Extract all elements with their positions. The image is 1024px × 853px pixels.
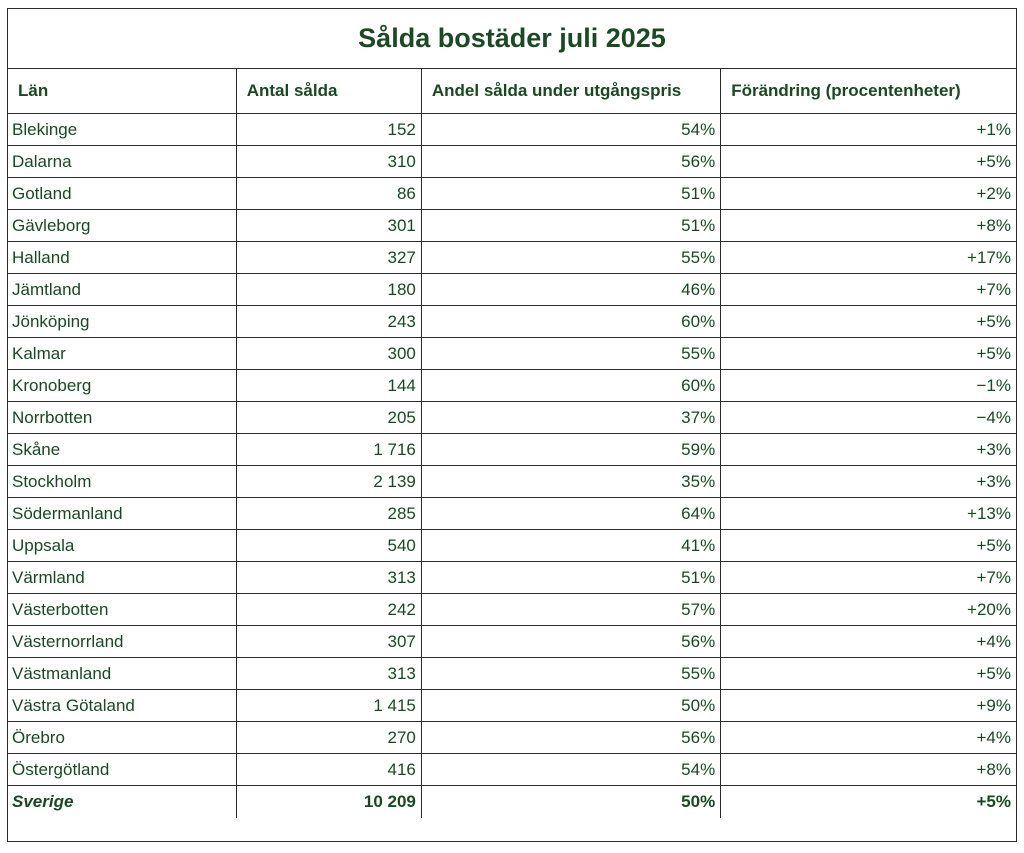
table-row: [8, 146, 1016, 178]
table-row: [8, 562, 1016, 594]
cell-lan: Dalarna: [8, 146, 236, 178]
cell-antal: 86: [236, 178, 421, 210]
cell-antal: 540: [236, 530, 421, 562]
cell-forandring: +4%: [721, 722, 1016, 754]
cell-antal: 285: [236, 498, 421, 530]
header-forandring: Förändring (procentenheter): [721, 69, 1016, 114]
cell-forandring: +4%: [721, 626, 1016, 658]
cell-forandring: +8%: [721, 754, 1016, 786]
cell-forandring: +20%: [721, 594, 1016, 626]
cell-andel: 51%: [421, 562, 720, 594]
cell-lan: Västmanland: [8, 658, 236, 690]
header-antal: Antal sålda: [236, 69, 421, 114]
table-row: [8, 274, 1016, 306]
header-row: [8, 69, 1016, 114]
cell-lan: Norrbotten: [8, 402, 236, 434]
table-row: [8, 466, 1016, 498]
table-row: [8, 658, 1016, 690]
cell-antal: 307: [236, 626, 421, 658]
cell-andel: 57%: [421, 594, 720, 626]
cell-lan: Skåne: [8, 434, 236, 466]
cell-lan: Västernorrland: [8, 626, 236, 658]
cell-forandring: +5%: [721, 530, 1016, 562]
cell-lan: Värmland: [8, 562, 236, 594]
cell-antal: 313: [236, 658, 421, 690]
cell-forandring: −1%: [721, 370, 1016, 402]
cell-lan: Gävleborg: [8, 210, 236, 242]
cell-andel: 41%: [421, 530, 720, 562]
cell-antal: 1 716: [236, 434, 421, 466]
cell-lan: Västerbotten: [8, 594, 236, 626]
cell-forandring: +5%: [721, 306, 1016, 338]
cell-andel: 56%: [421, 626, 720, 658]
cell-andel: 56%: [421, 146, 720, 178]
cell-andel: 54%: [421, 754, 720, 786]
cell-forandring: +7%: [721, 274, 1016, 306]
cell-lan: Stockholm: [8, 466, 236, 498]
cell-forandring: +5%: [721, 658, 1016, 690]
cell-andel: 37%: [421, 402, 720, 434]
cell-forandring: +3%: [721, 466, 1016, 498]
table-row: [8, 210, 1016, 242]
cell-andel: 55%: [421, 658, 720, 690]
table-row: [8, 626, 1016, 658]
header-andel: Andel sålda under utgångspris: [421, 69, 720, 114]
cell-antal: 144: [236, 370, 421, 402]
total-forandring: +5%: [976, 792, 1011, 812]
table-row: [8, 530, 1016, 562]
cell-andel: 55%: [421, 242, 720, 274]
cell-forandring: +9%: [721, 690, 1016, 722]
cell-antal: 327: [236, 242, 421, 274]
table-row: [8, 754, 1016, 786]
cell-lan: Västra Götaland: [8, 690, 236, 722]
cell-andel: 35%: [421, 466, 720, 498]
cell-lan: Kalmar: [8, 338, 236, 370]
table-row: [8, 402, 1016, 434]
cell-antal: 310: [236, 146, 421, 178]
cell-forandring: +8%: [721, 210, 1016, 242]
cell-forandring: +13%: [721, 498, 1016, 530]
cell-forandring: +1%: [721, 114, 1016, 146]
table-row: [8, 690, 1016, 722]
total-andel: 50%: [421, 786, 720, 818]
cell-andel: 51%: [421, 178, 720, 210]
cell-antal: 1 415: [236, 690, 421, 722]
sales-table: [8, 69, 1016, 818]
table-row: [8, 338, 1016, 370]
cell-antal: 2 139: [236, 466, 421, 498]
cell-andel: 56%: [421, 722, 720, 754]
table-row: [8, 594, 1016, 626]
table-row: [8, 722, 1016, 754]
total-antal: 10 209: [236, 786, 421, 818]
table-row: [8, 114, 1016, 146]
cell-lan: Halland: [8, 242, 236, 274]
header-lan: Län: [8, 69, 236, 114]
table-title: Sålda bostäder juli 2025: [8, 9, 1016, 69]
total-row: [8, 786, 1016, 818]
cell-lan: Blekinge: [8, 114, 236, 146]
sales-table-frame: [7, 8, 1017, 842]
cell-lan: Södermanland: [8, 498, 236, 530]
cell-antal: 152: [236, 114, 421, 146]
cell-forandring: +7%: [721, 562, 1016, 594]
cell-antal: 205: [236, 402, 421, 434]
cell-lan: Östergötland: [8, 754, 236, 786]
cell-lan: Gotland: [8, 178, 236, 210]
cell-lan: Jönköping: [8, 306, 236, 338]
cell-lan: Jämtland: [8, 274, 236, 306]
cell-lan: Uppsala: [8, 530, 236, 562]
cell-andel: 60%: [421, 370, 720, 402]
table-body: [8, 114, 1016, 818]
cell-antal: 243: [236, 306, 421, 338]
table-row: [8, 242, 1016, 274]
cell-andel: 64%: [421, 498, 720, 530]
cell-andel: 59%: [421, 434, 720, 466]
cell-andel: 55%: [421, 338, 720, 370]
cell-antal: 270: [236, 722, 421, 754]
table-row: [8, 306, 1016, 338]
cell-forandring: +5%: [721, 338, 1016, 370]
total-lan: Sverige: [8, 786, 236, 818]
cell-forandring: +17%: [721, 242, 1016, 274]
table-row: [8, 434, 1016, 466]
cell-forandring: +5%: [721, 146, 1016, 178]
cell-andel: 51%: [421, 210, 720, 242]
cell-antal: 180: [236, 274, 421, 306]
cell-forandring: +3%: [721, 434, 1016, 466]
cell-antal: 313: [236, 562, 421, 594]
cell-andel: 54%: [421, 114, 720, 146]
cell-antal: 300: [236, 338, 421, 370]
cell-andel: 46%: [421, 274, 720, 306]
cell-forandring: −4%: [721, 402, 1016, 434]
cell-andel: 60%: [421, 306, 720, 338]
cell-antal: 416: [236, 754, 421, 786]
table-row: [8, 178, 1016, 210]
table-row: [8, 370, 1016, 402]
cell-forandring: +2%: [721, 178, 1016, 210]
cell-antal: 242: [236, 594, 421, 626]
cell-antal: 301: [236, 210, 421, 242]
cell-lan: Kronoberg: [8, 370, 236, 402]
cell-lan: Örebro: [8, 722, 236, 754]
cell-andel: 50%: [421, 690, 720, 722]
table-row: [8, 498, 1016, 530]
